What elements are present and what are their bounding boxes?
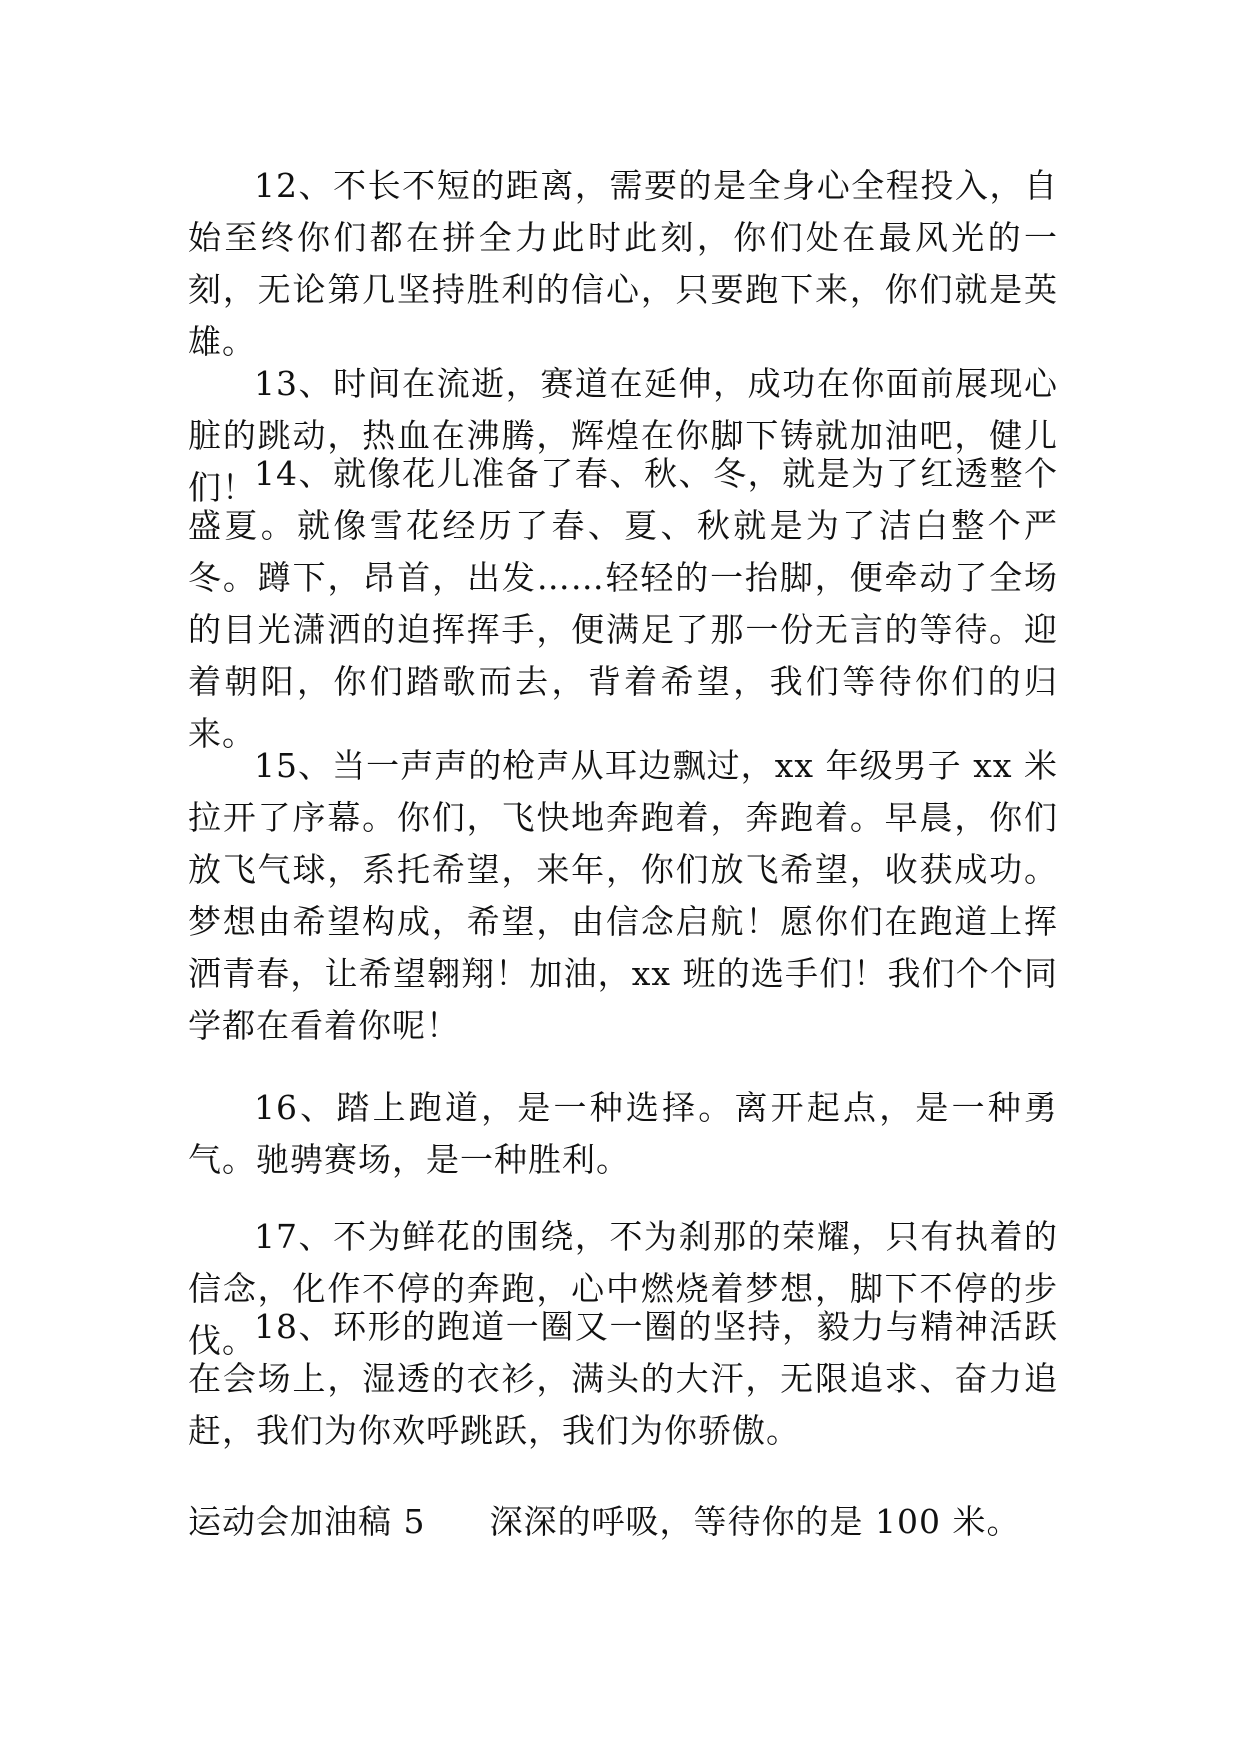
- paragraph-12: [188, 160, 1058, 368]
- paragraph-14-text: 14、就像花儿准备了春、秋、冬，就是为了红透整个盛夏。就像雪花经历了春、夏、秋就是为了洁白整个严冬。蹲下，昂首，出发……轻轻的一抬脚，便牵动了全场的目光潇洒的迫挥挥手，便满足了那一份无言的等待。迎着朝阳，你们踏歌而去，背着希望，我们等待你们的归来。: [188, 454, 1058, 753]
- section-heading-line: [188, 1496, 1020, 1548]
- paragraph-13-text: 13、时间在流逝，赛道在延伸，成功在你面前展现心脏的跳动，热血在沸腾，辉煌在你脚下铸就加油吧，健儿们！: [188, 364, 1058, 507]
- paragraph-18-text: 18、环形的跑道一圈又一圈的坚持，毅力与精神活跃在会场上，湿透的衣衫，满头的大汗，无限追求、奋力追赶，我们为你欢呼跳跃，我们为你骄傲。: [188, 1307, 1058, 1450]
- paragraph-15: [188, 740, 1058, 1052]
- section-first-line: 深深的呼吸，等待你的是 100 米。: [489, 1502, 1021, 1541]
- section-title: 运动会加油稿 5: [188, 1502, 426, 1541]
- paragraph-15-text: 15、当一声声的枪声从耳边飘过，xx 年级男子 xx 米拉开了序幕。你们，飞快地奔跑着，奔跑着。早晨，你们放飞气球，系托希望，来年，你们放飞希望，收获成功。梦想由希望构成，希望，由信念启航！愿你们在跑道上挥洒青春，让希望翱翔！加油，xx 班的选手们！我们个个同学都在看着你呢！: [188, 746, 1058, 1045]
- paragraph-17-text: 17、不为鲜花的围绕，不为刹那的荣耀，只有执着的信念，化作不停的奔跑，心中燃烧着梦想，脚下不停的步伐。: [188, 1217, 1058, 1360]
- paragraph-18: [188, 1301, 1058, 1457]
- paragraph-16: [188, 1082, 1058, 1186]
- paragraph-12-text: 12、不长不短的距离，需要的是全身心全程投入，自始至终你们都在拼全力此时此刻，你们处在最风光的一刻，无论第几坚持胜利的信心，只要跑下来，你们就是英雄。: [188, 166, 1058, 361]
- paragraph-16-text: 16、踏上跑道，是一种选择。离开起点，是一种勇气。驰骋赛场，是一种胜利。: [188, 1088, 1058, 1179]
- paragraph-14: [188, 448, 1058, 760]
